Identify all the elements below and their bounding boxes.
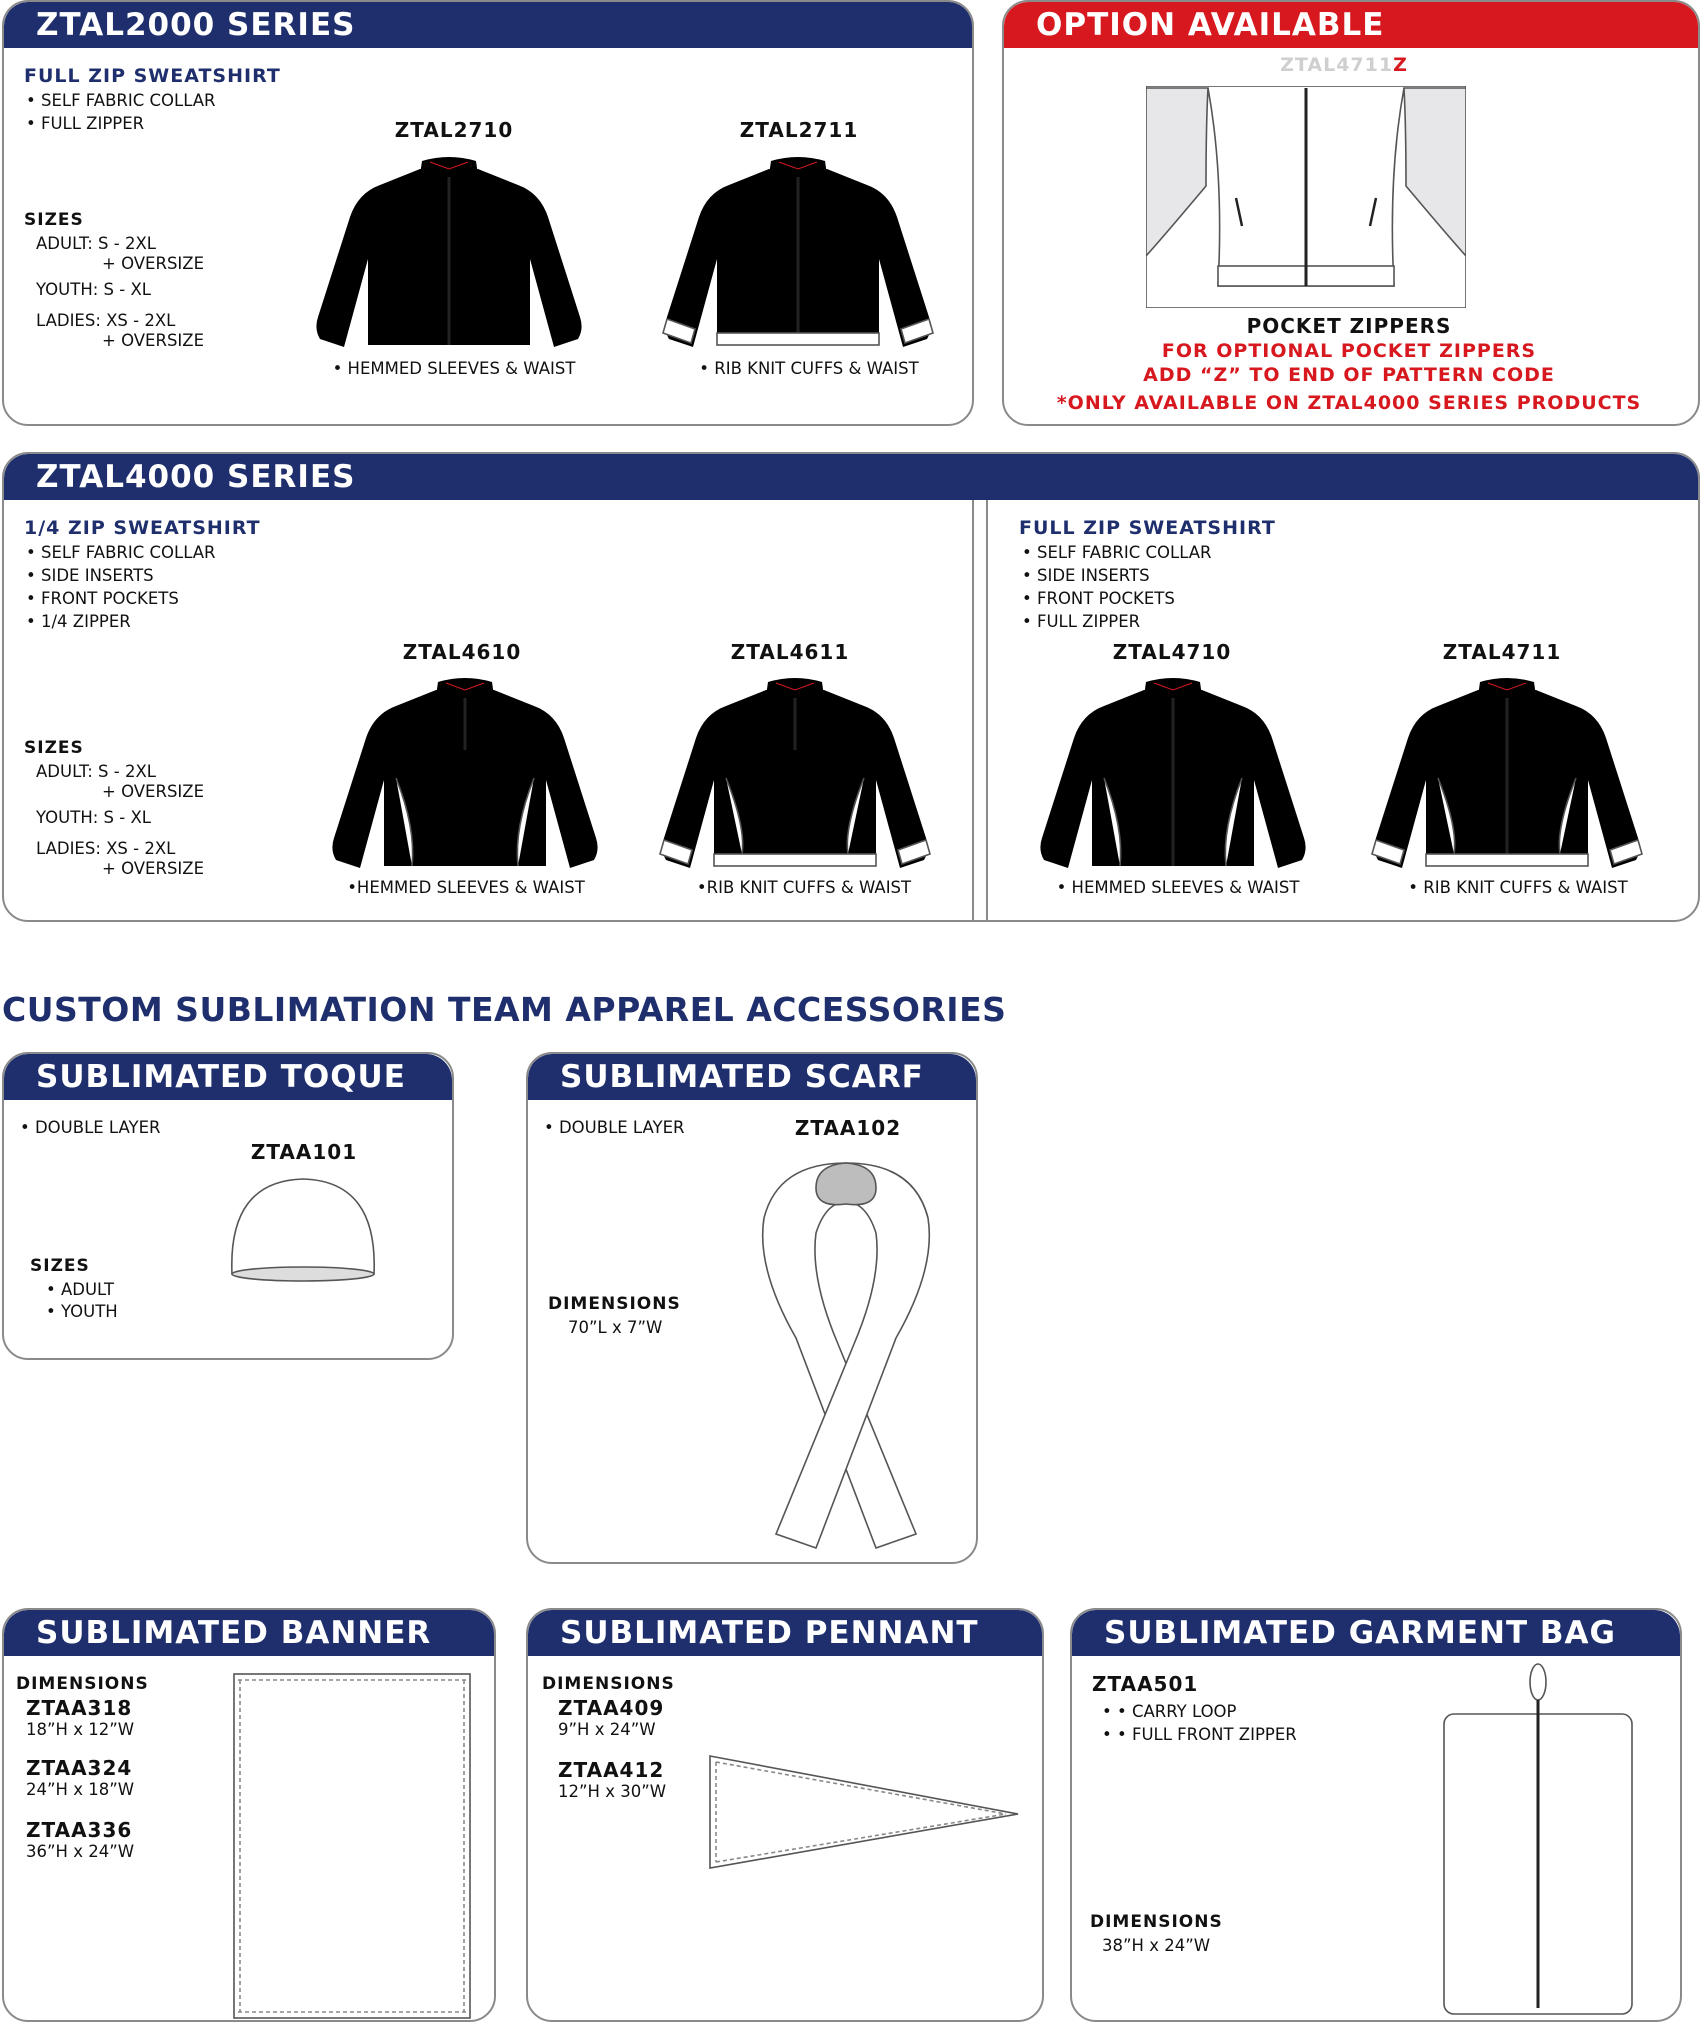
product-size: 12”H x 30”W	[558, 1782, 667, 1801]
pennant-panel	[526, 1608, 1044, 2022]
toque-size: • ADULT	[46, 1280, 115, 1299]
ztal4000-left-subtitle: 1/4 ZIP SWEATSHIRT	[24, 517, 261, 539]
scarf-header: SUBLIMATED SCARF	[528, 1054, 976, 1100]
size-adult-extra: + OVERSIZE	[102, 254, 205, 273]
option-code-suffix: Z	[1393, 54, 1408, 76]
ztal2000-header: ZTAL2000 SERIES	[4, 2, 974, 48]
feature-item: • FRONT POCKETS	[26, 587, 216, 610]
product-code: ZTAL4610	[402, 640, 522, 664]
option-line: ADD “Z” TO END OF PATTERN CODE	[1143, 364, 1555, 386]
dimensions-label: DIMENSIONS	[542, 1674, 675, 1694]
ztal2000-features	[26, 89, 216, 135]
scarf-feature: • DOUBLE LAYER	[544, 1118, 685, 1137]
product-code: ZTAA318	[26, 1696, 133, 1720]
feature-item: • SIDE INSERTS	[26, 564, 216, 587]
banner-image	[232, 1672, 472, 2022]
toque-header: SUBLIMATED TOQUE	[4, 1054, 452, 1100]
divider	[972, 500, 988, 920]
product-size: 9”H x 24”W	[558, 1720, 656, 1739]
sizes-label: SIZES	[24, 738, 84, 758]
feature-item: • • CARRY LOOP	[1102, 1700, 1297, 1723]
ztal4000-panel	[2, 452, 1700, 922]
full-zip-jacket-image	[310, 147, 590, 357]
sizes-label: SIZES	[30, 1256, 90, 1276]
full-zip-rib-jacket-image	[659, 147, 939, 357]
dimensions-label: DIMENSIONS	[548, 1294, 681, 1314]
option-line: FOR OPTIONAL POCKET ZIPPERS	[1161, 340, 1537, 362]
pennant-image	[706, 1752, 1026, 1872]
size-adult-extra: + OVERSIZE	[102, 782, 205, 801]
feature-item: • SELF FABRIC COLLAR	[26, 541, 216, 564]
option-title: POCKET ZIPPERS	[1246, 314, 1452, 338]
product-code: ZTAA336	[26, 1818, 133, 1842]
option-code	[1204, 54, 1484, 76]
product-note: • HEMMED SLEEVES & WAIST	[1056, 878, 1300, 897]
feature-item: • FRONT POCKETS	[1022, 587, 1212, 610]
ztal4000-right-features	[1022, 541, 1212, 633]
product-code: ZTAL4711	[1442, 640, 1562, 664]
product-code: ZTAL4710	[1112, 640, 1232, 664]
garment-bag-features	[1102, 1700, 1297, 1746]
size-youth: YOUTH: S - XL	[36, 808, 151, 827]
size-ladies: LADIES: XS - 2XL	[36, 839, 176, 858]
dimensions-label: DIMENSIONS	[1090, 1912, 1223, 1932]
toque-feature: • DOUBLE LAYER	[20, 1118, 161, 1137]
option-panel	[1002, 0, 1700, 426]
product-code: ZTAA101	[250, 1140, 358, 1164]
ztal2000-panel	[2, 0, 974, 426]
product-size: 36”H x 24”W	[26, 1842, 135, 1861]
dimensions-label: DIMENSIONS	[16, 1674, 149, 1694]
product-code: ZTAL2711	[739, 118, 859, 142]
sizes-label: SIZES	[24, 210, 84, 230]
size-ladies-extra: + OVERSIZE	[102, 859, 205, 878]
quarter-zip-rib-image	[656, 668, 936, 878]
ztal4000-right-subtitle: FULL ZIP SWEATSHIRT	[1019, 517, 1276, 539]
option-line: *ONLY AVAILABLE ON ZTAL4000 SERIES PRODUCTS	[1056, 392, 1642, 414]
product-note: • RIB KNIT CUFFS & WAIST	[1408, 878, 1628, 897]
size-ladies-extra: + OVERSIZE	[102, 331, 205, 350]
feature-item: • FULL ZIPPER	[26, 112, 216, 135]
toque-image	[228, 1176, 378, 1286]
size-adult: ADULT: S - 2XL	[36, 234, 156, 253]
accessories-title: CUSTOM SUBLIMATION TEAM APPAREL ACCESSORIES	[2, 990, 1007, 1029]
full-zip-inserts-image	[1034, 668, 1314, 878]
dimensions-value: 70”L x 7”W	[568, 1318, 663, 1337]
dimensions-value: 38”H x 24”W	[1102, 1936, 1211, 1955]
feature-item: • SELF FABRIC COLLAR	[1022, 541, 1212, 564]
size-adult: ADULT: S - 2XL	[36, 762, 156, 781]
garment-bag-header: SUBLIMATED GARMENT BAG	[1072, 1610, 1680, 1656]
quarter-zip-image	[326, 668, 606, 878]
banner-header: SUBLIMATED BANNER	[4, 1610, 496, 1656]
pocket-zipper-image	[1146, 86, 1466, 308]
garment-bag-image	[1438, 1662, 1638, 2022]
product-code: ZTAA324	[26, 1756, 133, 1780]
product-note: •RIB KNIT CUFFS & WAIST	[696, 878, 912, 897]
product-code: ZTAL2710	[394, 118, 514, 142]
product-note: • HEMMED SLEEVES & WAIST	[332, 359, 576, 378]
ztal4000-left-features	[26, 541, 216, 633]
product-code: ZTAA501	[1092, 1672, 1199, 1696]
product-code: ZTAA102	[794, 1116, 902, 1140]
scarf-panel	[526, 1052, 978, 1564]
ztal4000-header: ZTAL4000 SERIES	[4, 454, 1700, 500]
product-code: ZTAL4611	[730, 640, 850, 664]
banner-panel	[2, 1608, 496, 2022]
feature-item: • FULL ZIPPER	[1022, 610, 1212, 633]
scarf-image	[746, 1158, 946, 1558]
ztal2000-subtitle: FULL ZIP SWEATSHIRT	[24, 65, 281, 87]
pennant-header: SUBLIMATED PENNANT	[528, 1610, 1044, 1656]
feature-item: • • FULL FRONT ZIPPER	[1102, 1723, 1297, 1746]
full-zip-inserts-rib-image	[1368, 668, 1648, 878]
toque-size: • YOUTH	[46, 1302, 118, 1321]
product-note: •HEMMED SLEEVES & WAIST	[347, 878, 585, 897]
toque-panel	[2, 1052, 454, 1360]
product-code: ZTAA409	[558, 1696, 665, 1720]
product-size: 18”H x 12”W	[26, 1720, 135, 1739]
product-size: 24”H x 18”W	[26, 1780, 135, 1799]
feature-item: • SIDE INSERTS	[1022, 564, 1212, 587]
option-header: OPTION AVAILABLE	[1004, 2, 1700, 48]
size-ladies: LADIES: XS - 2XL	[36, 311, 176, 330]
garment-bag-panel	[1070, 1608, 1682, 2022]
size-youth: YOUTH: S - XL	[36, 280, 151, 299]
product-note: • RIB KNIT CUFFS & WAIST	[699, 359, 919, 378]
feature-item: • 1/4 ZIPPER	[26, 610, 216, 633]
product-code: ZTAA412	[558, 1758, 665, 1782]
option-code-base: ZTAL4711	[1280, 54, 1394, 76]
feature-item: • SELF FABRIC COLLAR	[26, 89, 216, 112]
